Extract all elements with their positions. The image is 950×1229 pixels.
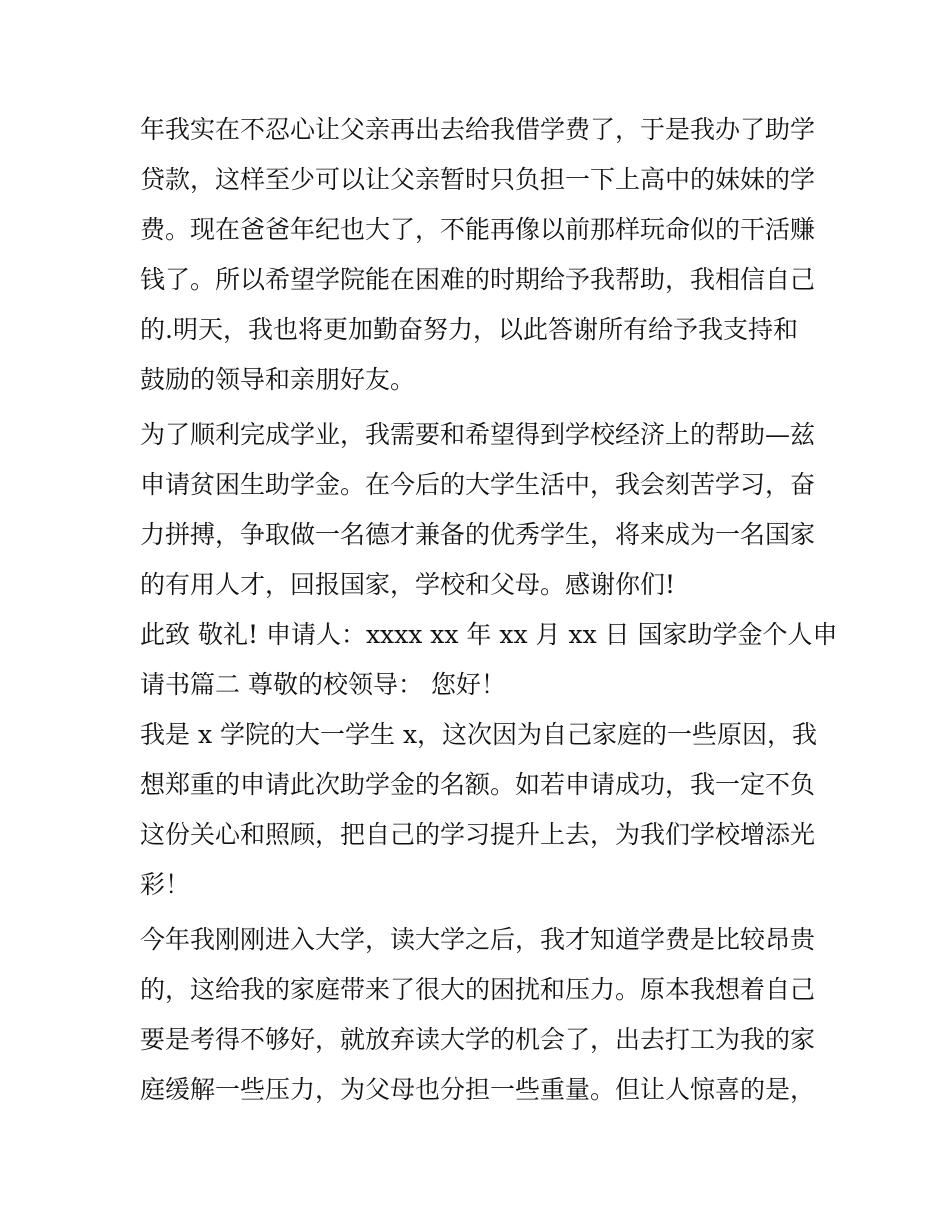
- text-line: 今年我刚刚进入大学，读大学之后，我才知道学费是比较昂贵: [140, 925, 816, 954]
- text-line: 钱了。所以希望学院能在困难的时期给予我帮助，我相信自己: [140, 265, 816, 294]
- text-line: 申请贫困生助学金。在今后的大学生活中，我会刻苦学习，奋: [140, 470, 816, 499]
- text-line: 此致 敬礼! 申请人：xxxx xx 年 xx 月 xx 日 国家助学金个人申: [140, 620, 838, 649]
- text-line: 贷款，这样至少可以让父亲暂时只负担一下上高中的妹妹的学: [140, 165, 816, 194]
- text-line: 的.明天，我也将更加勤奋努力，以此答谢所有给予我支持和: [140, 315, 798, 344]
- text-line: 的有用人才，回报国家，学校和父母。感谢你们!: [140, 570, 676, 599]
- text-line: 彩！: [140, 870, 191, 899]
- text-line: 想郑重的申请此次助学金的名额。如若申请成功，我一定不负: [140, 770, 816, 799]
- text-line: 为了顺利完成学业，我需要和希望得到学校经济上的帮助—兹: [140, 420, 816, 449]
- text-line: 庭缓解一些压力，为父母也分担一些重量。但让人惊喜的是，: [140, 1075, 816, 1104]
- text-line: 的，这给我的家庭带来了很大的困扰和压力。原本我想着自己: [140, 975, 816, 1004]
- text-line: 年我实在不忍心让父亲再出去给我借学费了，于是我办了助学: [140, 115, 816, 144]
- text-line: 我是 x 学院的大一学生 x，这次因为自己家庭的一些原因，我: [140, 720, 818, 749]
- text-line: 力拼搏，争取做一名德才兼备的优秀学生，将来成为一名国家: [140, 520, 816, 549]
- text-line: 这份关心和照顾，把自己的学习提升上去，为我们学校增添光: [140, 820, 816, 849]
- text-line: 鼓励的领导和亲朋好友。: [140, 365, 416, 394]
- text-line: 请书篇二 尊敬的校领导： 您好！: [140, 670, 506, 699]
- text-line: 要是考得不够好，就放弃读大学的机会了，出去打工为我的家: [140, 1025, 816, 1054]
- text-line: 费。现在爸爸年纪也大了，不能再像以前那样玩命似的干活赚: [140, 215, 816, 244]
